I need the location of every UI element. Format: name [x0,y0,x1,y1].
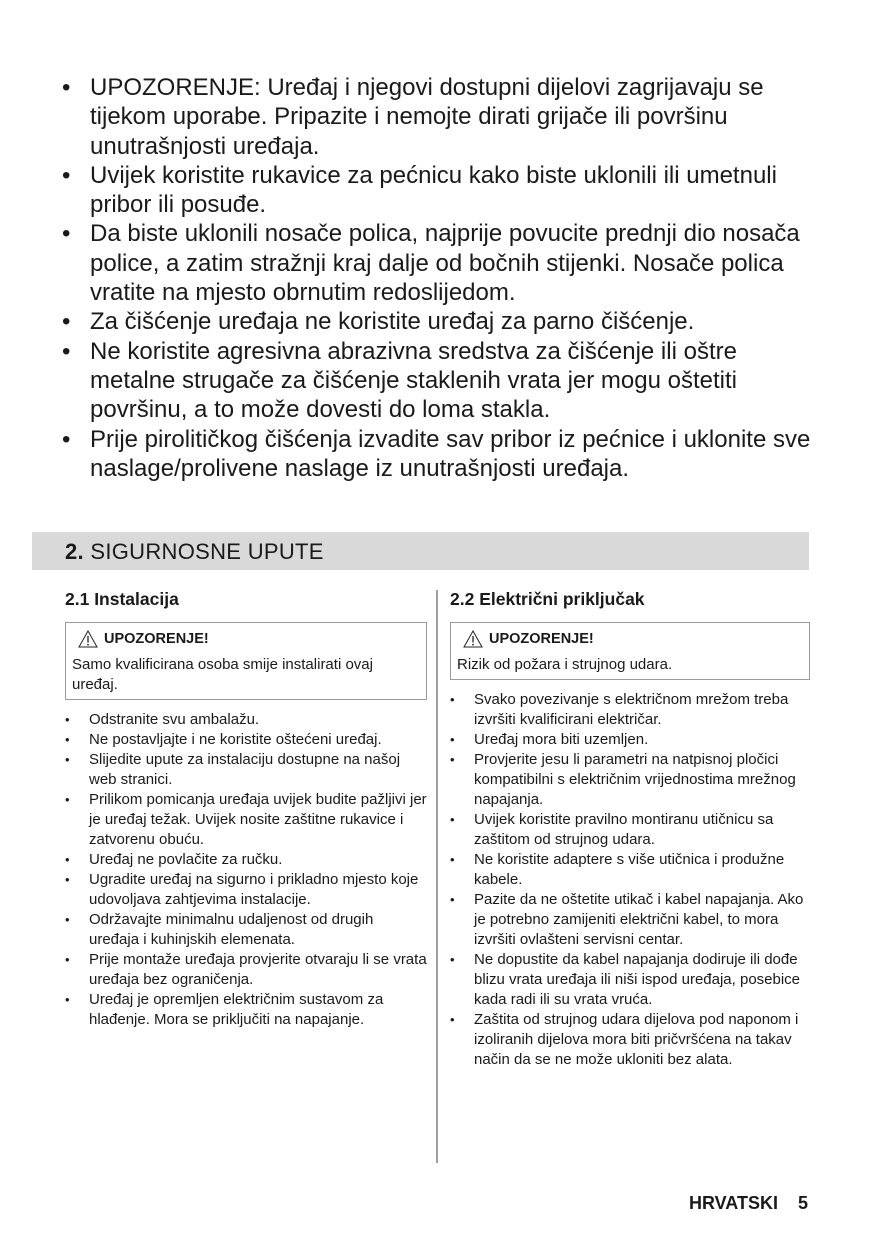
section-number: 2. [65,539,84,564]
list-item: • Prilikom pomicanja uređaja uvijek budite pažljivi jer je uređaj težak. Uvijek nosite zaštitne rukavice i zatvorenu obuću. [65,790,427,850]
warning-header [457,627,803,651]
list-item: • Uređaj je opremljen električnim sustavom za hlađenje. Mora se priključiti na napajanje. [65,990,427,1030]
list-item: • Ne koristite adaptere s više utičnica i produžne kabele. [450,850,810,890]
list-item: • Ne koristite agresivna abrazivna sredstva za čišćenje ili oštre metalne strugače za čišćenje staklenih vrata jer mogu oštetiti površinu, a to može dovesti do loma stakla. [62,337,812,425]
section-header [32,532,809,570]
subsection-heading: 2.2 Električni priključak [450,589,645,609]
warning-box [65,622,427,700]
warning-label: UPOZORENJE! [489,631,594,647]
warning-text: Rizik od požara i strujnog udara. [457,656,673,673]
list-item: • Zaštita od strujnog udara dijelova pod naponom i izoliranih dijelova mora biti pričvršćena na takav način da se ne može ukloniti bez alata. [450,1010,810,1070]
list-item: • Slijedite upute za instalaciju dostupne na našoj web stranici. [65,750,427,790]
list-item: • Prije pirolitičkog čišćenja izvadite sav pribor iz pećnice i uklonite sve naslage/prolivene naslage iz unutrašnjosti uređaja. [62,425,812,484]
page-footer [689,1193,808,1214]
electrical-list [450,690,810,1070]
list-item: • Odstranite svu ambalažu. [65,710,427,730]
list-item: • UPOZORENJE: Uređaj i njegovi dostupni dijelovi zagrijavaju se tijekom uporabe. Pripazite i nemojte dirati grijače ili površinu unutrašnjosti uređaja. [62,73,812,161]
section-title [65,539,324,565]
list-item: • Uvijek koristite rukavice za pećnicu kako biste uklonili ili umetnuli pribor ili posuđe. [62,161,812,220]
list-item: • Svako povezivanje s električnom mrežom treba izvršiti kvalificirani električar. [450,690,810,730]
warning-label: UPOZORENJE! [104,631,209,647]
list-item: • Ne dopustite da kabel napajanja dodiruje ili dođe blizu vrata uređaja ili niši ispod uređaja, posebice kada radi ili su vrata vruća. [450,950,810,1010]
list-item: • Ne postavljajte i ne koristite oštećeni uređaj. [65,730,427,750]
list-item: • Uređaj mora biti uzemljen. [450,730,810,750]
list-item: • Ugradite uređaj na sigurno i prikladno mjesto koje udovoljava zahtjevima instalacije. [65,870,427,910]
list-item: • Uređaj ne povlačite za ručku. [65,850,427,870]
list-item: • Prije montaže uređaja provjerite otvaraju li se vrata uređaja bez ograničenja. [65,950,427,990]
list-item: • Provjerite jesu li parametri na natpisnoj pločici kompatibilni s električnim vrijednostima mrežnog napajanja. [450,750,810,810]
column-installation [65,588,427,1030]
installation-list [65,710,427,1030]
list-item: • Za čišćenje uređaja ne koristite uređaj za parno čišćenje. [62,307,812,336]
column-divider [436,590,438,1163]
section-title-text: SIGURNOSNE UPUTE [90,539,324,564]
warning-triangle-icon [78,630,98,648]
list-item: • Da biste uklonili nosače polica, najprije povucite prednji dio nosača police, a zatim stražnji kraj dalje od bočnih stijenki. Nosače polica vratite na mjesto obrnutim redoslijedom. [62,219,812,307]
list-item: • Pazite da ne oštetite utikač i kabel napajanja. Ako je potrebno zamijeniti električni kabel, to mora izvršiti ovlašteni servisni centar. [450,890,810,950]
warning-text: Samo kvalificirana osoba smije instalirati ovaj uređaj. [72,656,373,693]
footer-language: HRVATSKI [688,1193,778,1213]
list-item: • Održavajte minimalnu udaljenost od drugih uređaja i kuhinjskih elemenata. [65,910,427,950]
warning-box [450,622,810,680]
warning-triangle-icon [463,630,483,648]
subsection-heading: 2.1 Instalacija [65,589,179,609]
list-item: • Uvijek koristite pravilno montiranu utičnicu sa zaštitom od strujnog udara. [450,810,810,850]
warning-header [72,627,420,651]
column-electrical [450,588,810,1070]
top-bullet-list [62,73,812,483]
page-number: 5 [797,1193,808,1213]
